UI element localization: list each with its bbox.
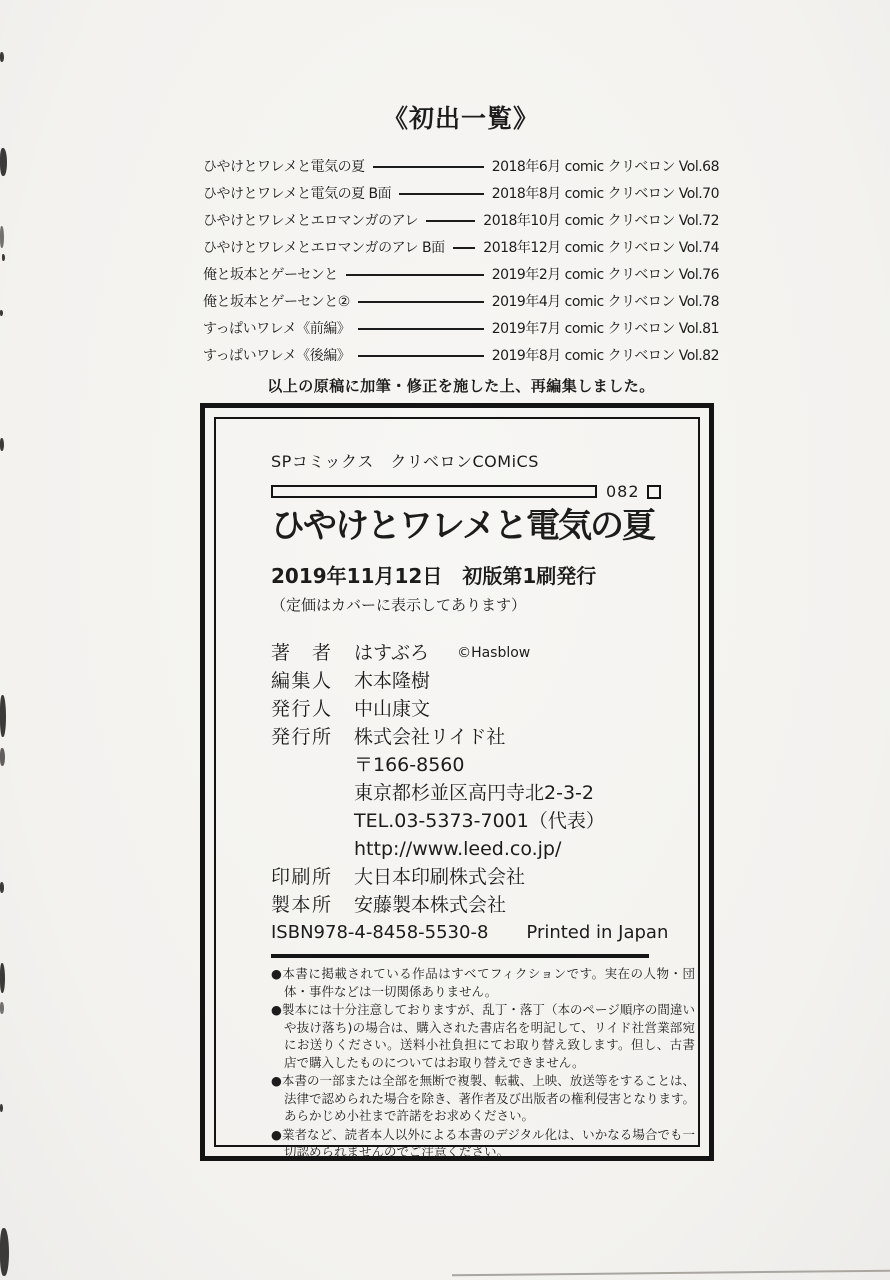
colophon-inner-frame <box>214 417 700 1159</box>
page-curl-line <box>452 1270 890 1277</box>
publisher-company: 株式会社リイド社 <box>354 726 506 748</box>
chapter-title: 俺と坂本とゲーセンと② <box>203 293 350 310</box>
chapter-title: すっぱいワレメ《前編》 <box>203 320 351 337</box>
volume-checkbox-square <box>647 485 661 499</box>
publisher-person-name: 中山康文 <box>354 698 431 720</box>
credit-label: 発行所 <box>271 726 331 748</box>
legal-notices <box>271 965 695 1161</box>
publisher-address-block <box>354 723 605 863</box>
chapter-title: すっぱいワレメ《後編》 <box>203 347 351 364</box>
publication-source: 2018年10月 comic クリベロン Vol.72 <box>483 212 719 229</box>
address-line: 東京都杉並区高円寺北2-3-2 <box>354 782 594 804</box>
credit-label: 製本所 <box>271 894 331 916</box>
edition-line: 2019年11月12日 初版第1刷発行 <box>271 564 597 588</box>
colophon-box <box>200 403 714 1161</box>
credit-row-editor <box>271 667 676 695</box>
leader-line <box>358 328 483 330</box>
printer-company: 大日本印刷株式会社 <box>354 866 526 888</box>
chapter-title: ひやけとワレメとエロマンガのアレ B面 <box>203 239 445 256</box>
scan-speck <box>0 963 5 993</box>
scan-speck <box>0 148 7 176</box>
leader-line <box>358 301 484 303</box>
publication-source: 2018年8月 comic クリベロン Vol.70 <box>491 185 719 202</box>
credit-label: 印刷所 <box>271 866 331 888</box>
leader-line <box>426 220 475 222</box>
notice-fiction: ●本書に掲載されている作品はすべてフィクションです。実在の人物・団体・事件などは一切関係ありません。 <box>271 966 695 999</box>
isbn-number: ISBN978-4-8458-5530-8 <box>271 922 489 943</box>
credit-row-publisher-company <box>271 723 676 863</box>
copyright-note: ©Hasblow <box>457 645 531 661</box>
phone-line: TEL.03-5373-7001（代表） <box>354 810 605 832</box>
printed-in-label: Printed in Japan <box>526 922 669 943</box>
reprint-row <box>203 152 719 179</box>
isbn-row <box>271 919 676 946</box>
chapter-title: ひやけとワレメと電気の夏 B面 <box>203 185 392 202</box>
credit-label: 編集人 <box>271 670 331 692</box>
divider-rule <box>271 954 649 958</box>
scan-speck <box>0 310 3 316</box>
section-heading: 《初出一覧》 <box>382 104 539 133</box>
chapter-title: ひやけとワレメとエロマンガのアレ <box>203 212 419 229</box>
reprint-row <box>203 179 719 206</box>
reprint-row <box>203 206 719 233</box>
publication-source: 2018年6月 comic クリベロン Vol.68 <box>491 158 719 175</box>
publication-source: 2019年7月 comic クリベロン Vol.81 <box>491 320 719 337</box>
list-footnote: 以上の原稿に加筆・修正を施した上、再編集しました。 <box>267 377 655 395</box>
editor-name: 木本隆樹 <box>354 670 431 692</box>
scan-speck <box>0 1104 3 1112</box>
chapter-title: 俺と坂本とゲーセンと <box>203 266 338 283</box>
scan-speck <box>2 254 5 261</box>
scan-speck <box>0 882 4 893</box>
first-publication-section <box>203 100 719 396</box>
reprint-row <box>203 314 719 341</box>
imprint-line: SPコミックス クリベロンCOMiCS <box>271 452 539 471</box>
bindery-company: 安藤製本株式会社 <box>354 894 507 916</box>
leader-line <box>453 247 476 249</box>
notice-digitization: ●業者など、読者本人以外による本書のデジタル化は、いかなる場合でも一切認められませんのでご注意ください。 <box>271 1126 695 1159</box>
credit-row-author <box>271 639 676 667</box>
chapter-title: ひやけとワレメと電気の夏 <box>203 158 365 175</box>
reprint-row <box>203 260 719 287</box>
credit-row-binder <box>271 891 676 919</box>
author-name: はすぶろ <box>354 642 430 664</box>
scan-speck <box>0 1002 4 1014</box>
credit-row-printer <box>271 863 676 891</box>
notice-defects: ●製本には十分注意しておりますが、乱丁・落丁（本のページ順序の間違いや抜け落ち)の場合は、購入された書店名を明記して、リイド社営業部宛にお送りください。送料小社負担にてお取り替え致します。但し、古書店で購入したものについてはお取り替えできません。 <box>271 1002 695 1070</box>
book-title: ひやけとワレメと電気の夏 <box>271 506 654 546</box>
leader-line <box>399 193 484 195</box>
scan-speck <box>0 695 6 737</box>
scan-speck <box>0 748 5 766</box>
scan-speck <box>0 1228 9 1276</box>
postal-code: 〒166-8560 <box>354 754 465 776</box>
volume-bar <box>271 485 597 498</box>
scan-speck <box>0 226 4 248</box>
reprint-row <box>203 287 719 314</box>
credit-label: 著 者 <box>271 642 331 664</box>
leader-line <box>358 355 483 357</box>
volume-bar-row <box>271 482 676 501</box>
notice-copyright: ●本書の一部または全部を無断で複製、転載、上映、放送等をすることは、法律で認められた場合を除き、著作者及び出版者の権利侵害となります。あらかじめ小社まで許諾をお求めください。 <box>271 1073 696 1123</box>
website-url: http://www.leed.co.jp/ <box>354 838 562 860</box>
publication-source: 2019年4月 comic クリベロン Vol.78 <box>491 293 719 310</box>
leader-line <box>373 166 484 168</box>
scan-speck <box>0 52 4 62</box>
publication-source: 2019年2月 comic クリベロン Vol.76 <box>491 266 719 283</box>
volume-number: 082 <box>606 482 640 501</box>
publication-source: 2019年8月 comic クリベロン Vol.82 <box>491 347 719 364</box>
scan-speck <box>0 438 4 451</box>
leader-line <box>346 274 484 276</box>
reprint-row <box>203 233 719 260</box>
price-note: （定価はカバーに表示してあります） <box>271 596 527 614</box>
reprint-row <box>203 341 719 368</box>
credit-row-publisher-person <box>271 695 676 723</box>
publication-source: 2018年12月 comic クリベロン Vol.74 <box>483 239 719 256</box>
credit-label: 発行人 <box>271 698 331 720</box>
